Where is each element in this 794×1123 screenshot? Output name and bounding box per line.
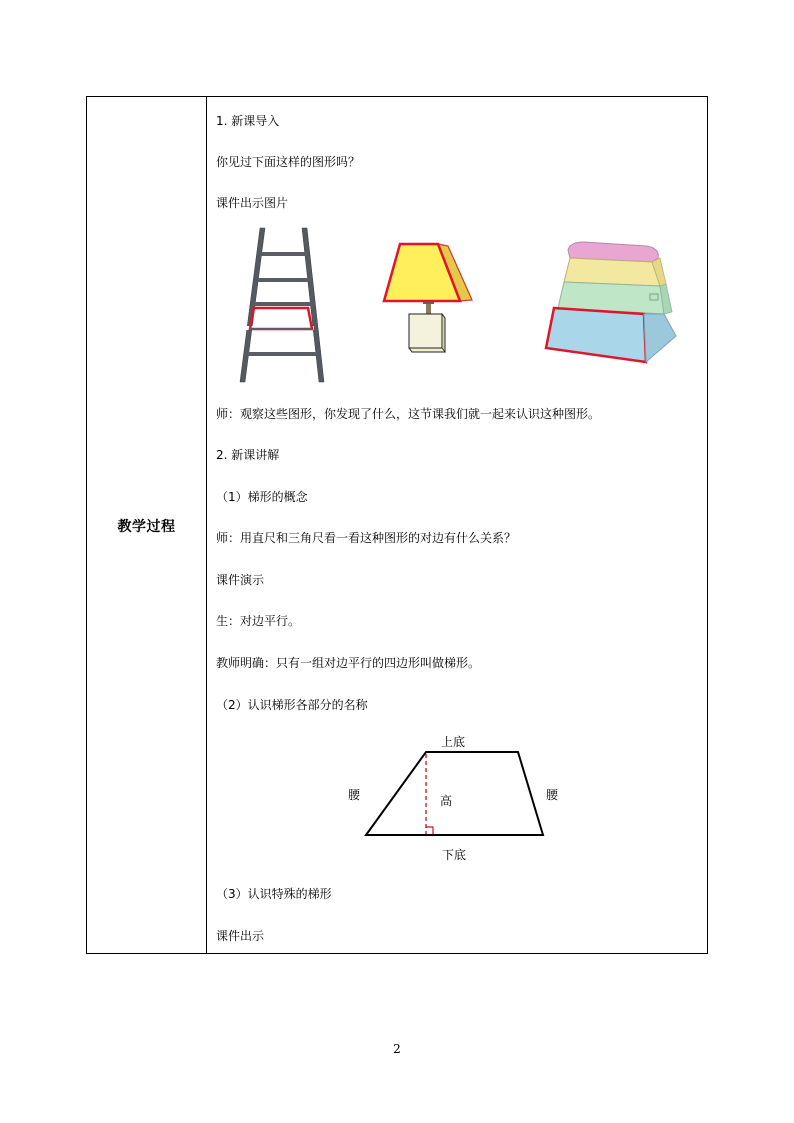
text-line: 师：观察这些图形，你发现了什么，这节课我们就一起来认识这种图形。 bbox=[216, 407, 601, 421]
right-leg-label: 腰 bbox=[546, 788, 559, 802]
text-line: 课件出示 bbox=[216, 929, 265, 943]
text-line: 师：用直尺和三角尺看一看这种图形的对边有什么关系？ bbox=[216, 531, 517, 545]
text-line: 课件出示图片 bbox=[216, 196, 289, 210]
text-line: 你见过下面这样的图形吗？ bbox=[216, 155, 361, 169]
vaulting-box-image bbox=[540, 238, 680, 366]
height-label: 高 bbox=[440, 794, 453, 808]
top-base-label: 上底 bbox=[441, 735, 466, 749]
text-line: （2）认识梯形各部分的名称 bbox=[216, 698, 368, 712]
page-number: 2 bbox=[393, 1042, 401, 1056]
left-leg-label: 腰 bbox=[348, 788, 361, 802]
text-line: 生：对边平行。 bbox=[216, 614, 301, 628]
ladder-image bbox=[234, 226, 326, 386]
text-line: （3）认识特殊的梯形 bbox=[216, 887, 332, 901]
text-line: （1）梯形的概念 bbox=[216, 490, 308, 504]
text-line: 教师明确：只有一组对边平行的四边形叫做梯形。 bbox=[216, 656, 481, 670]
bottom-base-label: 下底 bbox=[442, 848, 467, 862]
text-line: 1. 新课导入 bbox=[216, 114, 280, 128]
section-label: 教学过程 bbox=[117, 519, 176, 535]
lamp-image bbox=[380, 240, 474, 356]
text-line: 课件演示 bbox=[216, 573, 265, 587]
text-line: 2. 新课讲解 bbox=[216, 448, 280, 462]
trapezoid-diagram bbox=[360, 746, 550, 840]
